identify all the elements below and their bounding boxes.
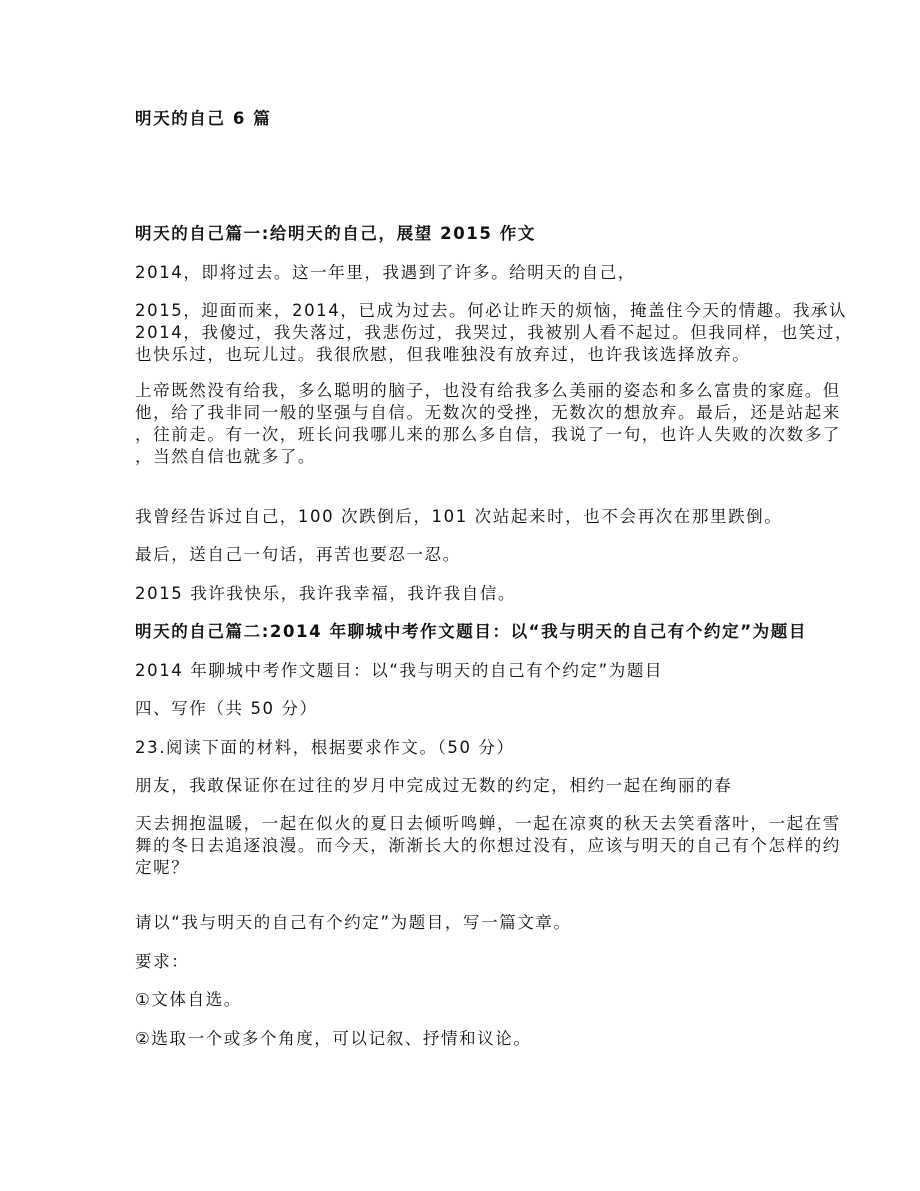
text-line: 天去拥抱温暖，一起在似火的夏日去倾听鸣蝉，一起在凉爽的秋天去笑看落叶，一起在雪 <box>135 814 841 833</box>
paragraph <box>135 300 853 366</box>
paragraph <box>135 262 636 284</box>
paragraph <box>135 989 242 1011</box>
text-line: 明天的自己篇二:2014 年聊城中考作文题目：以“我与明天的自己有个约定”为题目 <box>135 622 807 641</box>
paragraph <box>135 698 318 720</box>
paragraph <box>135 583 516 605</box>
document-title <box>135 108 271 130</box>
text-line: 定呢？ <box>135 858 190 877</box>
paragraph <box>135 737 515 759</box>
paragraph <box>135 621 807 643</box>
text-line: 朋友，我敢保证你在过往的岁月中完成过无数的约定，相约一起在绚丽的春 <box>135 776 733 795</box>
paragraph <box>135 660 663 682</box>
text-line: 2014 年聊城中考作文题目：以“我与明天的自己有个约定”为题目 <box>135 661 664 680</box>
paragraph <box>135 380 841 468</box>
text-line: ，当然自信也就多了。 <box>135 447 316 466</box>
paragraph <box>135 544 461 566</box>
text-line: 2015，迎面而来，2014，已成为过去。何必让昨天的烦恼，掩盖住今天的情趣。我承认 <box>135 301 848 320</box>
text-line: 我曾经告诉过自己，100 次跌倒后，101 次站起来时，也不会再次在那里跌倒。 <box>135 507 783 526</box>
text-line: 请以“我与明天的自己有个约定”为题目，写一篇文章。 <box>135 913 572 932</box>
text-line: 2015 我许我快乐，我许我幸福，我许我自信。 <box>135 584 517 603</box>
text-line: 最后，送自己一句话，再苦也要忍一忍。 <box>135 545 461 564</box>
paragraph <box>135 775 732 797</box>
paragraph <box>135 813 841 879</box>
paragraph <box>135 506 782 528</box>
text-line: 2014，我傻过，我失落过，我悲伤过，我哭过，我被别人看不起过。但我同样，也笑过， <box>135 323 854 342</box>
paragraph <box>135 912 572 934</box>
text-line: ，往前走。有一次，班长问我哪儿来的那么多自信，我说了一句，也许人失败的次数多了 <box>135 425 841 444</box>
text-line: 23.阅读下面的材料，根据要求作文。（50 分） <box>135 738 515 757</box>
text-line: ①文体自选。 <box>135 990 242 1009</box>
text-line: 要求： <box>135 952 190 971</box>
text-line: 舞的冬日去追逐浪漫。而今天，渐渐长大的你想过没有，应该与明天的自己有个怎样的约 <box>135 836 841 855</box>
text-line: 上帝既然没有给我，多么聪明的脑子，也没有给我多么美丽的姿态和多么富贵的家庭。但 <box>135 381 841 400</box>
text-line: ②选取一个或多个角度，可以记叙、抒情和议论。 <box>135 1029 532 1048</box>
text-line: 2014，即将过去。这一年里，我遇到了许多。给明天的自己， <box>135 263 636 282</box>
text-line: 四、写作（共 50 分） <box>135 699 318 718</box>
text-line: 也快乐过，也玩儿过。我很欣慰，但我唯独没有放弃过，也许我该选择放弃。 <box>135 345 751 364</box>
paragraph <box>135 1028 532 1050</box>
text-line: 他，给了我非同一般的坚强与自信。无数次的受挫，无数次的想放弃。最后，还是站起来 <box>135 403 841 422</box>
paragraph <box>135 223 536 245</box>
paragraph <box>135 951 189 973</box>
text-line: 明天的自己篇一:给明天的自己，展望 2015 作文 <box>135 224 537 243</box>
title-text: 明天的自己 6 篇 <box>135 109 272 128</box>
